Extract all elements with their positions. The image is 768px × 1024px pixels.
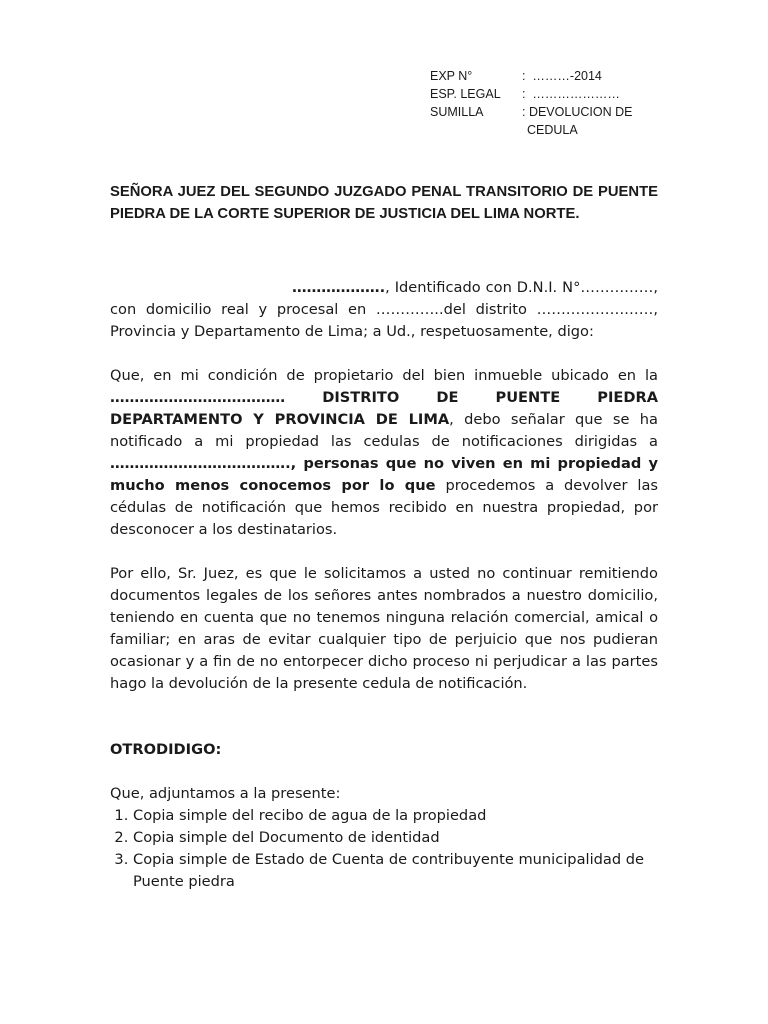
list-item: 2. Copia simple del Documento de identidad xyxy=(133,827,658,849)
header-row-esp xyxy=(430,85,632,103)
ownership-text-1: Que, en mi condición de propietario del bien inmueble ubicado en la xyxy=(110,367,658,384)
case-header xyxy=(430,67,632,139)
addressee: SEÑORA JUEZ DEL SEGUNDO JUZGADO PENAL TRANSITORIO DE PUENTE PIEDRA DE LA CORTE SUPERIOR DE JUSTICIA DEL LIMA NORTE. xyxy=(110,184,658,222)
sumilla-value: : DEVOLUCION DE xyxy=(522,105,633,119)
exp-value: : ………-2014 xyxy=(522,69,602,83)
otrosi-heading: OTRODIDIGO: xyxy=(110,741,222,758)
list-item: 3. Copia simple de Estado de Cuenta de contribuyente municipalidad de Puente piedra xyxy=(133,849,658,893)
ownership-bold-1: ……………………………… DISTRITO DE PUENTE PIEDRA DEPARTAMENTO Y PROVINCIA DE LIMA xyxy=(110,389,658,428)
attachments-intro: Que, adjuntamos a la presente: xyxy=(110,785,341,802)
header-row-sumilla xyxy=(430,103,632,121)
esp-legal-value: : ………………… xyxy=(522,87,620,101)
esp-legal-label: ESP. LEGAL xyxy=(430,87,501,101)
name-blank: ………………. xyxy=(292,279,386,296)
attachments-list xyxy=(110,805,658,893)
paragraph-identification xyxy=(110,277,658,343)
exp-label: EXP N° xyxy=(430,69,473,83)
ownership-text-3: procedemos a devolver las cédulas de notificación que hemos recibido en nuestra propiedad, por desconocer a los destinatarios. xyxy=(110,477,659,538)
ownership-bold-2: ………………………………., personas que no viven en mi propiedad y mucho menos conocemos por lo que xyxy=(110,455,658,494)
sumilla-continuation: CEDULA xyxy=(527,123,578,137)
header-row-exp xyxy=(430,67,632,85)
paragraph-ownership xyxy=(110,365,658,541)
paragraph-request: Por ello, Sr. Juez, es que le solicitamos a usted no continuar remitiendo documentos legales de los señores antes nombrados a nuestro domicilio, teniendo en cuenta que no tenemos ninguna relación comercial, amical o familiar; en aras de evitar cualquier tipo de perjuicio que nos pudieran ocasionar y a fin de no entorpecer dicho proceso ni perjudicar a las partes hago la devolución de la presente cedula de notificación. xyxy=(110,565,658,692)
list-item: 1. Copia simple del recibo de agua de la propiedad xyxy=(133,805,658,827)
document-body xyxy=(110,181,658,893)
identification-text: , Identificado con D.N.I. N°……………, con domicilio real y procesal en …………..del distrito ……………………, Provincia y Departamento de Lima; a Ud., respetuosamente, digo: xyxy=(110,279,658,340)
sumilla-label: SUMILLA xyxy=(430,105,484,119)
ownership-text-2: , debo señalar que se ha notificado a mi propiedad las cedulas de notificaciones dirigidas a xyxy=(110,411,658,450)
